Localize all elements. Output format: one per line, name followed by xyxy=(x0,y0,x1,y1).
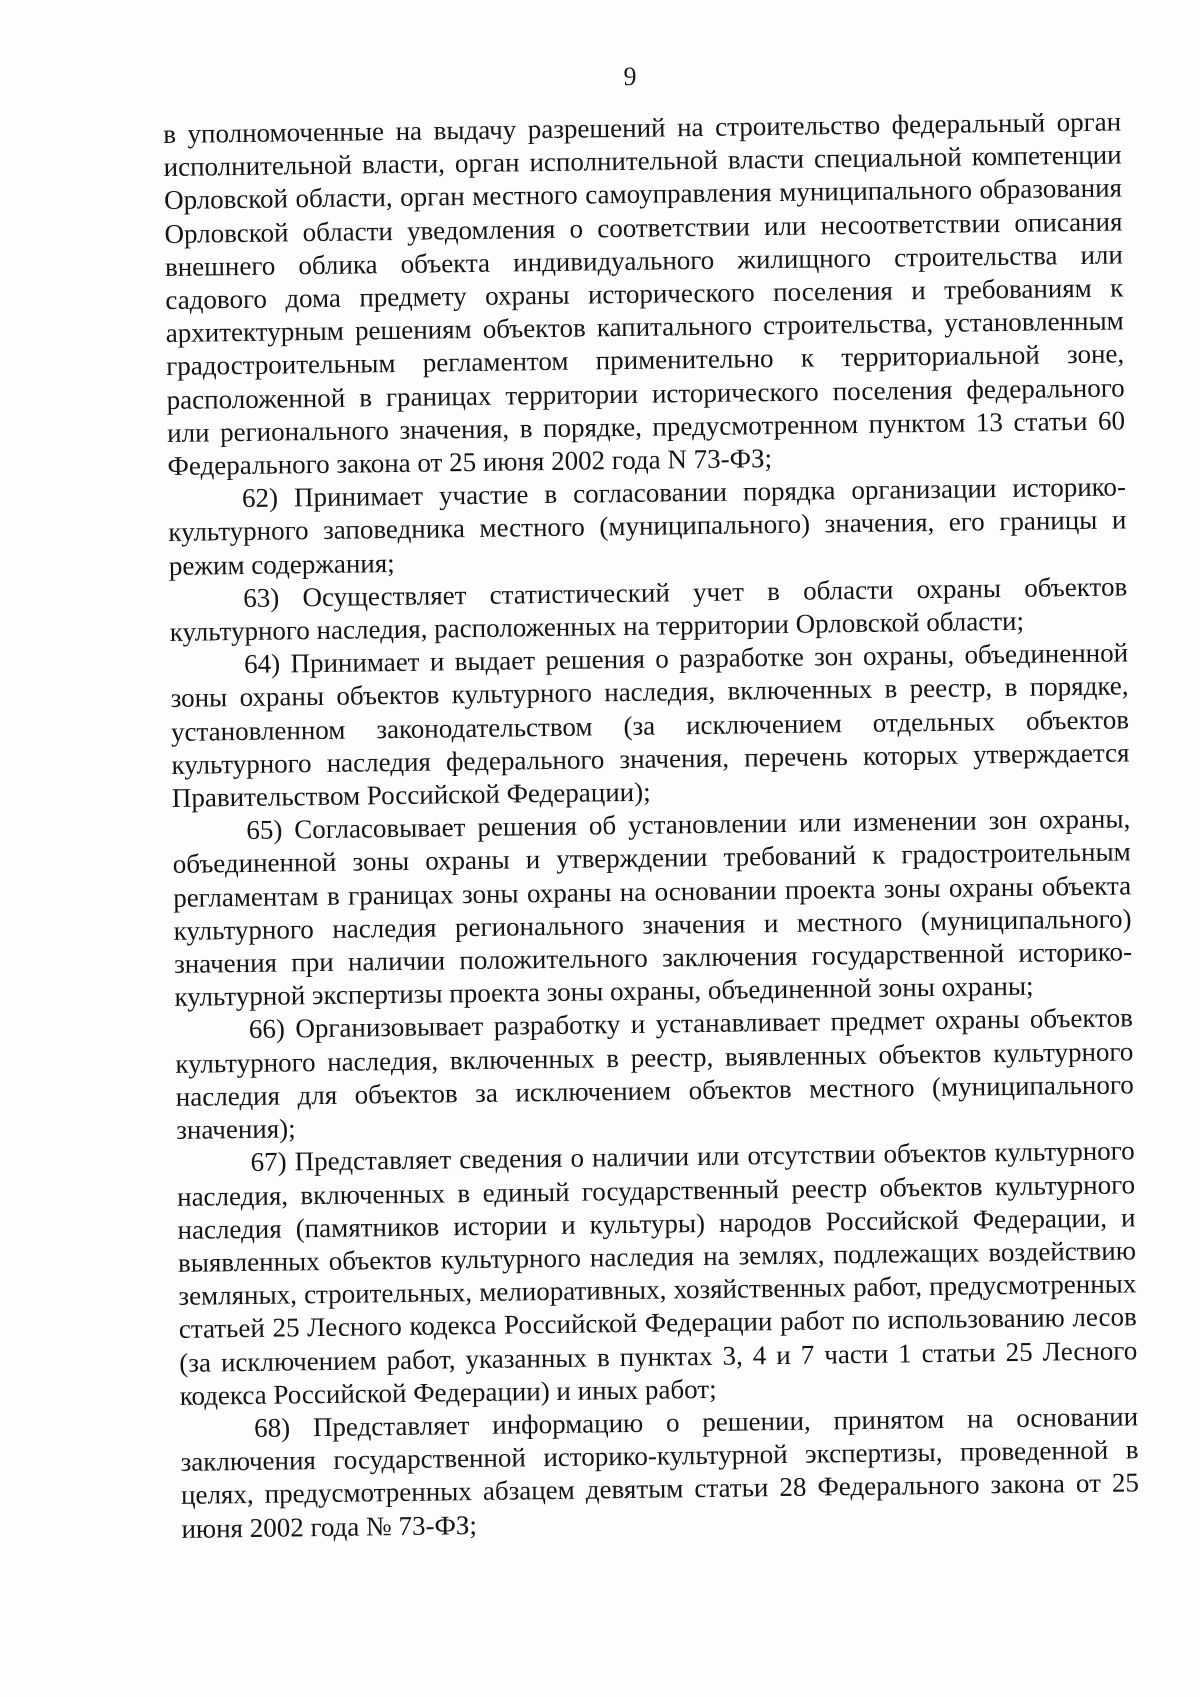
paragraph-item-63: 63) Осуществляет статистический учет в области охраны объектов культурного наследия, расположенных на территории Орловской области; xyxy=(169,571,1128,648)
paragraph-continuation: в уполномоченные на выдачу разрешений на строительство федеральный орган исполнительной власти, орган исполнительной власти специальной компетенции Орловской области, орган местного самоуправления муниципального образования Орловской области уведомления о соответствии или несоответствии описания внешнего облика объекта индивидуального жилищного строительства или садового дома предмету охраны исторического поселения и требованиям к архитектурным решениям объектов капитального строительства, установленным градостроительным регламентом применительно к территориальной зоне, расположенной в границах территории исторического поселения федерального или регионального значения, в порядке, предусмотренном пунктом 13 статьи 60 Федерального закона от 25 июня 2002 года N 73-ФЗ; xyxy=(163,106,1126,482)
paragraph-item-68: 68) Представляет информацию о решении, принятом на основании заключения государственной историко-культурной экспертизы, проведенной в целях, предусмотренных абзацем девятым статьи 28 Федерального закона от 25 июня 2002 года № 73-ФЗ; xyxy=(180,1401,1140,1544)
paragraph-item-62: 62) Принимает участие в согласовании порядка организации историко-культурного заповедника местного (муниципального) значения, его границы и режим содержания; xyxy=(168,471,1127,581)
paragraph-item-65: 65) Согласовывает решения об установлении или изменении зон охраны, объединенной зоны охраны и утверждении требований к градостроительным регламентам в границах зоны охраны на основании проекта зоны охраны объекта культурного наследия регионального значения и местного (муниципального) значения при наличии положительного заключения государственной историко-культурной экспертизы проекта зоны охраны, объединенной зоны охраны; xyxy=(172,803,1133,1013)
page-number: 9 xyxy=(623,62,637,91)
paragraph-item-67: 67) Представляет сведения о наличии или отсутствии объектов культурного наследия, включенных в единый государственный реестр объектов культурного наследия (памятников истории и культуры) народов Российской Федерации, и выявленных объектов культурного наследия на землях, подлежащих воздействию земляных, строительных, мелиоративных, хозяйственных работ, предусмотренных статьей 25 Лесного кодекса Российской Федерации работ по использованию лесов (за исключением работ, указанных в пунктах 3, 4 и 7 части 1 статьи 25 Лесного кодекса Российской Федерации) и иных работ; xyxy=(176,1135,1138,1411)
paragraph-item-66: 66) Организовывает разработку и устанавливает предмет охраны объектов культурного наследия, включенных в реестр, выявленных объектов культурного наследия для объектов за исключением объектов местного (муниципального значения); xyxy=(175,1002,1134,1146)
document-body xyxy=(163,105,1140,1545)
paragraph-item-64: 64) Принимает и выдает решения о разработке зон охраны, объединенной зоны охраны объектов культурного наследия, включенных в реестр, в порядке, установленном законодательством (за исключением отдельных объектов культурного наследия федерального значения, перечень которых утверждается Правительством Российской Федерации); xyxy=(170,637,1130,814)
